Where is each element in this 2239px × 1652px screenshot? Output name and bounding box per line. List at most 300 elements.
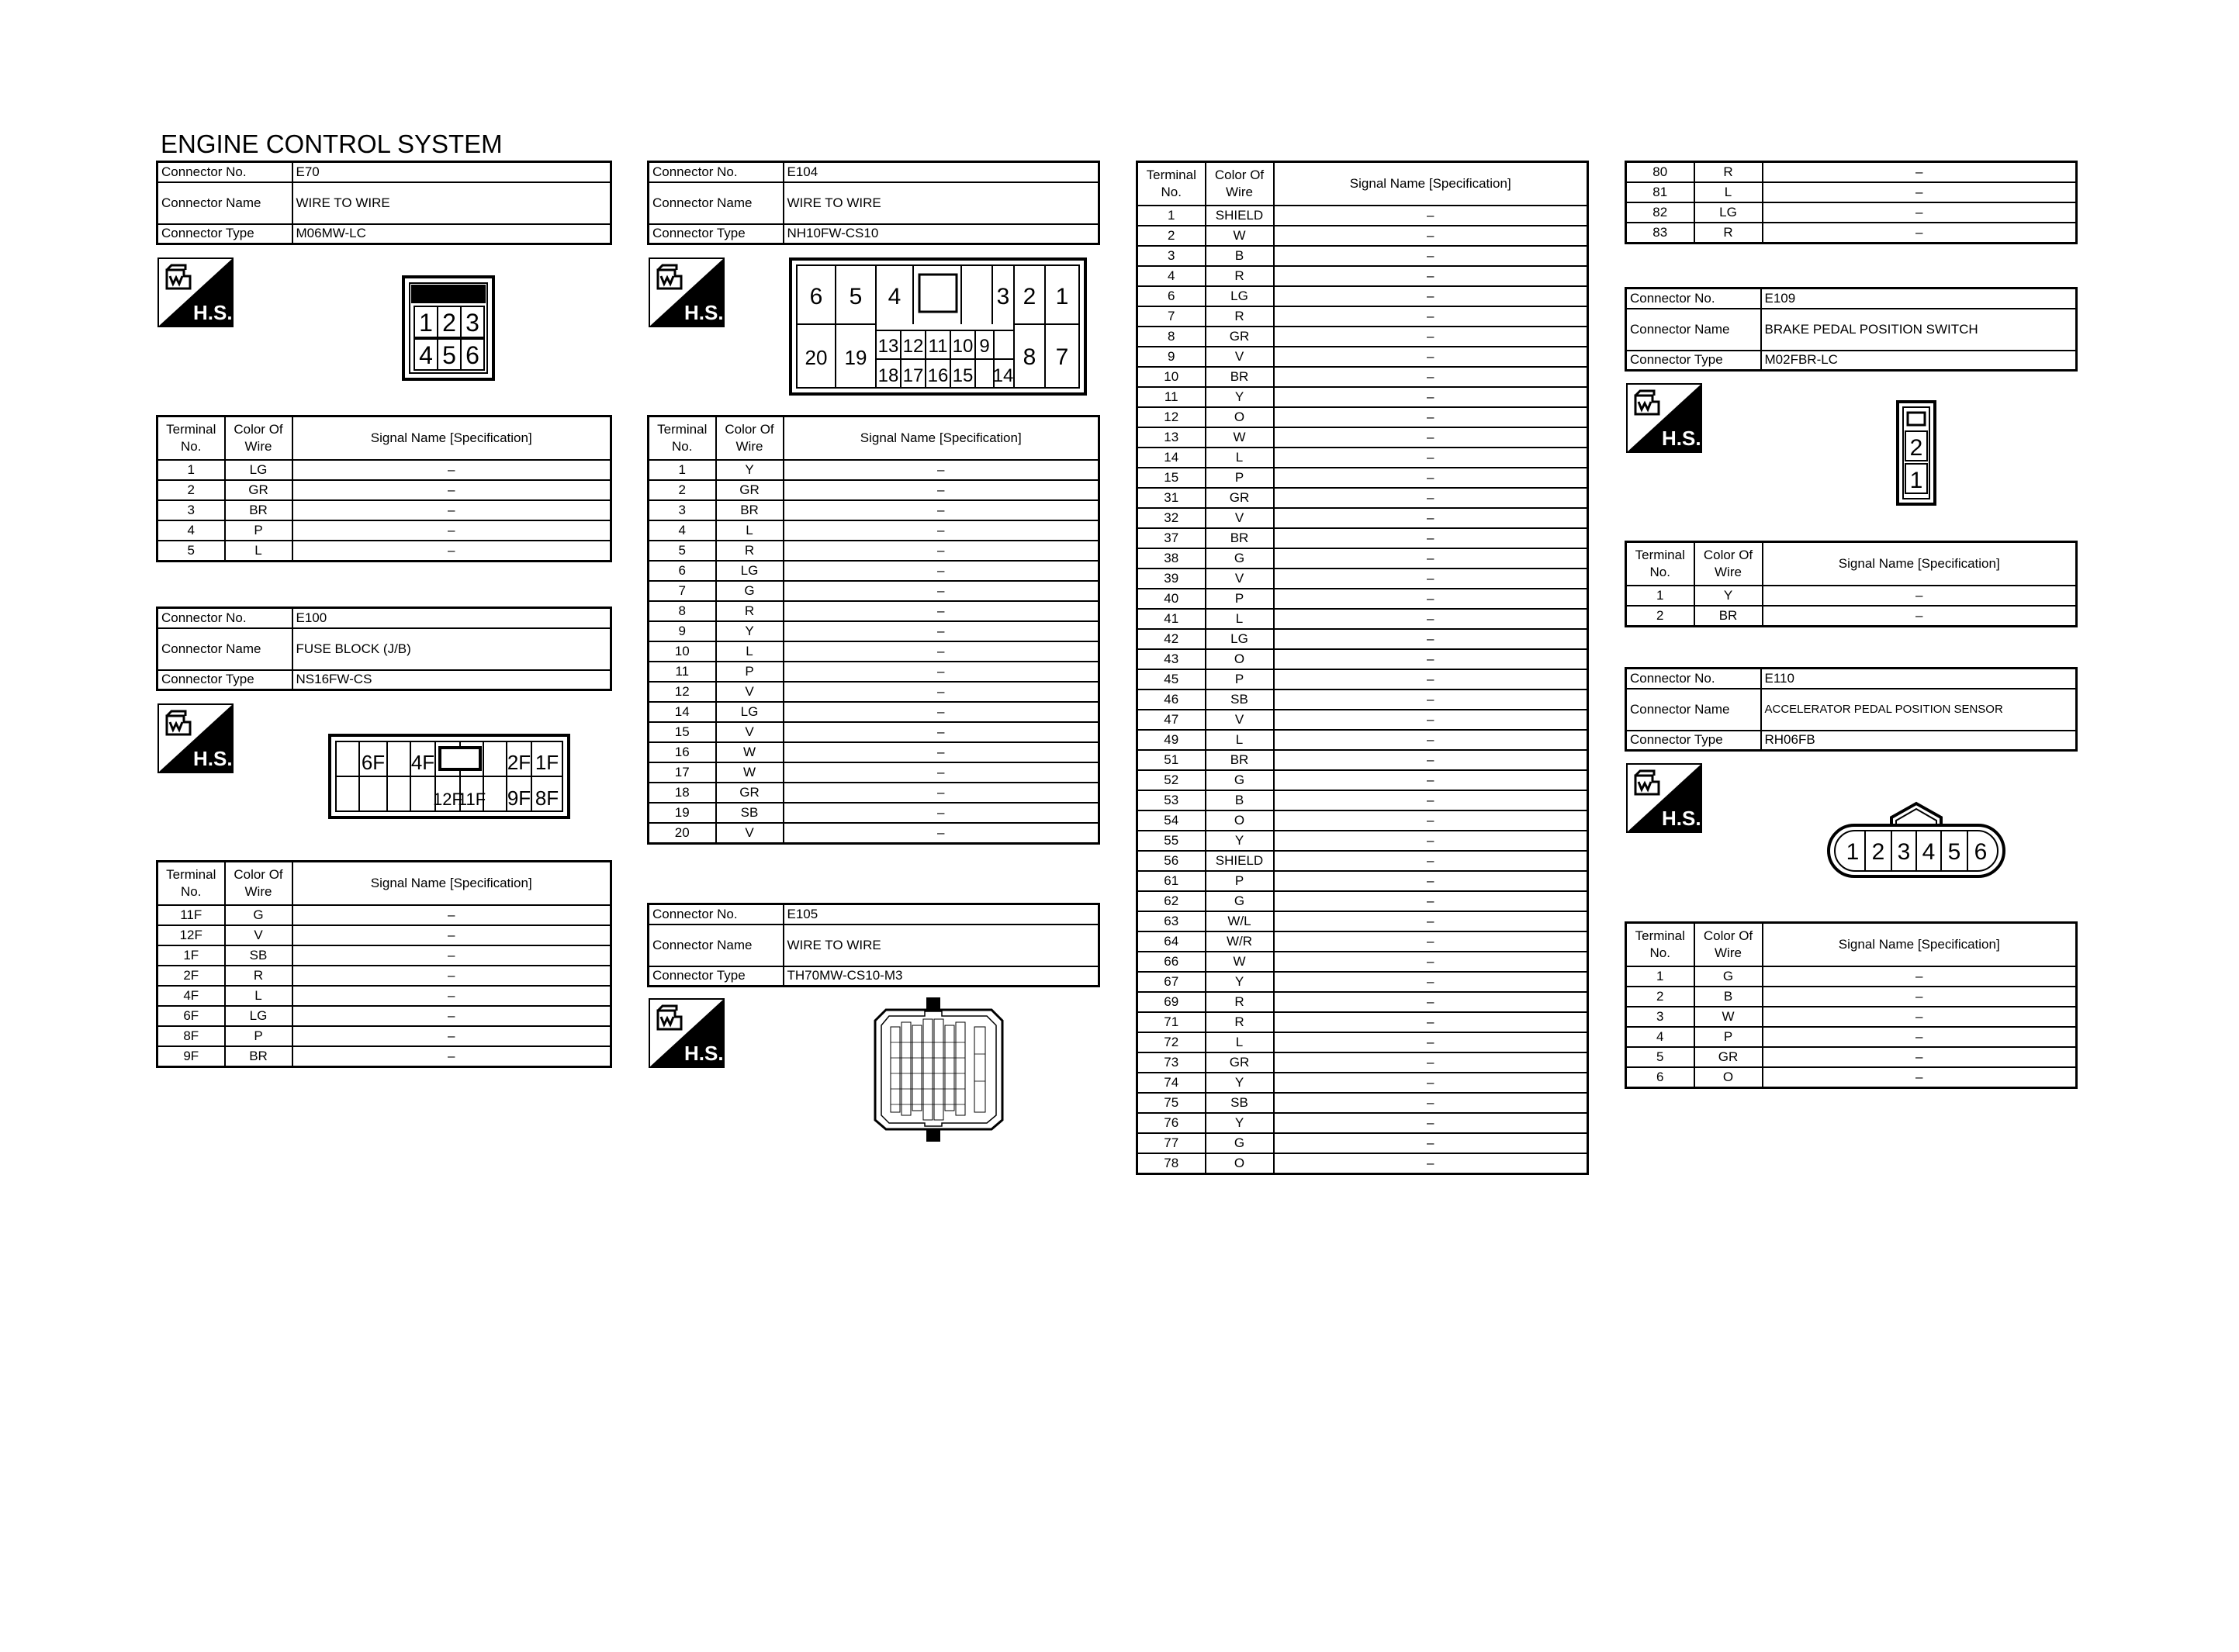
wire-color-cell: O — [1206, 649, 1274, 669]
wire-color-cell: LG — [716, 702, 784, 722]
signal-name-cell: – — [292, 520, 611, 541]
hs-badge-icon — [649, 998, 725, 1068]
connector-no-value: E105 — [784, 904, 1099, 924]
connector-name-value: WIRE TO WIRE — [784, 182, 1099, 224]
terminal-row — [157, 520, 611, 541]
terminal-row — [1137, 911, 1588, 931]
terminal-no-cell: 6 — [1626, 1067, 1694, 1088]
e100-connector-face-diagram — [328, 734, 570, 819]
signal-name-cell: – — [292, 480, 611, 500]
wire-color-cell: R — [1694, 162, 1763, 183]
signal-name-cell: – — [784, 561, 1099, 581]
connector-name-label: Connector Name — [649, 924, 784, 966]
terminal-row — [1137, 246, 1588, 266]
terminal-no-cell: 63 — [1137, 911, 1206, 931]
terminal-no-cell: 66 — [1137, 952, 1206, 972]
signal-name-cell: – — [1763, 182, 2077, 202]
terminal-no-cell: 32 — [1137, 508, 1206, 528]
wire-color-cell: Y — [1206, 387, 1274, 407]
terminal-no-cell: 6 — [649, 561, 716, 581]
signal-name-header: Signal Name [Specification] — [292, 416, 611, 461]
signal-name-cell: – — [1274, 770, 1588, 790]
terminal-no-cell: 1 — [157, 460, 225, 480]
terminal-row — [649, 662, 1099, 682]
wire-color-cell: L — [225, 986, 292, 1006]
signal-name-cell: – — [784, 480, 1099, 500]
signal-name-header: Signal Name [Specification] — [1763, 542, 2077, 586]
pin-label: 6 — [465, 341, 479, 369]
terminal-row — [1137, 589, 1588, 609]
terminal-row — [649, 581, 1099, 601]
signal-name-cell: – — [1274, 569, 1588, 589]
terminal-no-cell: 2 — [1137, 226, 1206, 246]
pin-label: 11 — [928, 336, 948, 357]
terminal-no-cell: 12F — [157, 925, 225, 945]
signal-name-header: Signal Name [Specification] — [1763, 923, 2077, 967]
connector-type-label: Connector Type — [1626, 351, 1761, 371]
terminal-no-cell: 41 — [1137, 609, 1206, 629]
wire-color-cell: W — [1694, 1007, 1763, 1027]
signal-name-cell: – — [784, 460, 1099, 480]
signal-name-cell: – — [784, 581, 1099, 601]
terminal-row — [1137, 972, 1588, 992]
signal-name-cell: – — [292, 986, 611, 1006]
signal-name-cell: – — [784, 662, 1099, 682]
wire-color-cell: V — [1206, 508, 1274, 528]
connector-no-label: Connector No. — [649, 904, 784, 924]
e110-terminal-table — [1625, 921, 2078, 1089]
terminal-row — [1137, 810, 1588, 831]
signal-name-cell: – — [1274, 508, 1588, 528]
terminal-no-cell: 5 — [157, 541, 225, 562]
terminal-no-cell: 17 — [649, 762, 716, 783]
terminal-no-cell: 15 — [1137, 468, 1206, 488]
pin-label: 6F — [361, 751, 386, 774]
terminal-no-header: Terminal No. — [1626, 923, 1694, 967]
signal-name-cell: – — [1274, 488, 1588, 508]
signal-name-cell: – — [1763, 987, 2077, 1007]
wire-color-cell: GR — [1694, 1047, 1763, 1067]
terminal-no-cell: 14 — [649, 702, 716, 722]
pin-label: 1 — [1055, 284, 1069, 309]
terminal-no-cell: 12 — [649, 682, 716, 702]
signal-name-cell: – — [784, 742, 1099, 762]
terminal-row — [1137, 871, 1588, 891]
signal-name-cell: – — [1274, 1012, 1588, 1032]
wire-color-cell: R — [716, 541, 784, 561]
hs-label: H.S. — [1662, 807, 1701, 830]
wire-color-cell: G — [1206, 548, 1274, 569]
signal-name-cell: – — [784, 682, 1099, 702]
terminal-no-cell: 37 — [1137, 528, 1206, 548]
wire-color-cell: B — [1206, 790, 1274, 810]
hs-badge-icon — [157, 703, 234, 773]
pin-label: 4F — [410, 751, 435, 774]
e70-connector-face-diagram — [402, 275, 495, 381]
wire-color-cell: G — [1206, 891, 1274, 911]
terminal-row — [1137, 952, 1588, 972]
signal-name-cell: – — [1274, 548, 1588, 569]
terminal-row — [1137, 327, 1588, 347]
wire-color-cell: GR — [1206, 327, 1274, 347]
wire-color-cell: W — [1206, 226, 1274, 246]
signal-name-cell: – — [784, 783, 1099, 803]
signal-name-cell: – — [784, 722, 1099, 742]
wire-color-cell: P — [1206, 871, 1274, 891]
pin-label: 4 — [1922, 839, 1936, 865]
terminal-no-cell: 5 — [649, 541, 716, 561]
color-of-wire-header: Color Of Wire — [225, 862, 292, 906]
signal-name-cell: – — [292, 500, 611, 520]
terminal-no-cell: 10 — [1137, 367, 1206, 387]
terminal-row — [1137, 891, 1588, 911]
signal-name-cell: – — [784, 823, 1099, 844]
signal-name-cell: – — [1274, 306, 1588, 327]
signal-name-cell: – — [1274, 931, 1588, 952]
wire-color-cell: Y — [1206, 1113, 1274, 1133]
wire-color-cell: W — [1206, 952, 1274, 972]
connector-no-label: Connector No. — [1626, 289, 1761, 309]
signal-name-cell: – — [292, 1026, 611, 1046]
hs-badge-icon — [157, 257, 234, 327]
terminal-row — [1137, 790, 1588, 810]
terminal-no-cell: 6 — [1137, 286, 1206, 306]
terminal-no-header: Terminal No. — [157, 416, 225, 461]
signal-name-cell: – — [784, 641, 1099, 662]
signal-name-cell: – — [1274, 468, 1588, 488]
terminal-row — [1137, 226, 1588, 246]
signal-name-cell: – — [292, 1046, 611, 1067]
signal-name-cell: – — [1274, 730, 1588, 750]
terminal-row — [1137, 488, 1588, 508]
signal-name-cell: – — [1274, 629, 1588, 649]
wire-color-cell: R — [1694, 223, 1763, 244]
wire-color-cell: P — [225, 1026, 292, 1046]
connector-no-label: Connector No. — [649, 162, 784, 182]
e105-connector-face-diagram — [870, 996, 1007, 1143]
terminal-row — [1137, 569, 1588, 589]
wire-color-cell: BR — [225, 500, 292, 520]
terminal-no-cell: 1F — [157, 945, 225, 966]
terminal-no-cell: 9 — [649, 621, 716, 641]
terminal-no-cell: 78 — [1137, 1153, 1206, 1174]
terminal-no-cell: 45 — [1137, 669, 1206, 689]
terminal-row — [649, 480, 1099, 500]
terminal-row — [1626, 966, 2077, 987]
connector-type-label: Connector Type — [157, 670, 292, 690]
signal-name-cell: – — [1763, 966, 2077, 987]
terminal-row — [157, 1046, 611, 1067]
terminal-row — [649, 762, 1099, 783]
pin-label: 15 — [952, 365, 974, 386]
terminal-row — [649, 803, 1099, 823]
wire-color-cell: Y — [716, 621, 784, 641]
wire-color-cell: SB — [225, 945, 292, 966]
signal-name-cell: – — [1274, 992, 1588, 1012]
signal-name-cell: – — [1763, 162, 2077, 183]
connector-type-value: TH70MW-CS10-M3 — [784, 966, 1099, 987]
wire-color-cell: P — [1206, 589, 1274, 609]
signal-name-cell: – — [1274, 831, 1588, 851]
wire-color-cell: W — [716, 762, 784, 783]
terminal-row — [1137, 609, 1588, 629]
terminal-no-cell: 2 — [157, 480, 225, 500]
connector-name-label: Connector Name — [1626, 689, 1761, 731]
terminal-row — [649, 682, 1099, 702]
wire-color-cell: V — [716, 682, 784, 702]
wire-color-cell: L — [1206, 448, 1274, 468]
terminal-row — [1137, 387, 1588, 407]
terminal-row — [1137, 1012, 1588, 1032]
terminal-row — [1137, 851, 1588, 871]
e104-connector-info — [647, 161, 1100, 245]
connector-type-value: M02FBR-LC — [1761, 351, 2077, 371]
terminal-no-cell: 7 — [1137, 306, 1206, 327]
pin-label: 4 — [888, 284, 901, 309]
terminal-no-cell: 76 — [1137, 1113, 1206, 1133]
terminal-row — [1137, 750, 1588, 770]
connector-no-label: Connector No. — [157, 162, 292, 182]
connector-no-label: Connector No. — [1626, 669, 1761, 689]
signal-name-cell: – — [292, 966, 611, 986]
terminal-row — [649, 500, 1099, 520]
wire-color-cell: SB — [1206, 1093, 1274, 1113]
connector-name-value: WIRE TO WIRE — [292, 182, 611, 224]
terminal-no-cell: 82 — [1626, 202, 1694, 223]
terminal-no-cell: 43 — [1137, 649, 1206, 669]
pin-label: 6 — [809, 284, 823, 309]
terminal-no-cell: 20 — [649, 823, 716, 844]
terminal-no-cell: 3 — [1626, 1007, 1694, 1027]
terminal-no-cell: 55 — [1137, 831, 1206, 851]
terminal-row — [157, 966, 611, 986]
terminal-no-cell: 7 — [649, 581, 716, 601]
signal-name-cell: – — [1274, 226, 1588, 246]
terminal-row — [649, 722, 1099, 742]
terminal-row — [1137, 448, 1588, 468]
signal-name-cell: – — [1274, 911, 1588, 931]
terminal-no-cell: 3 — [1137, 246, 1206, 266]
signal-name-cell: – — [784, 541, 1099, 561]
terminal-no-cell: 62 — [1137, 891, 1206, 911]
signal-name-cell: – — [784, 762, 1099, 783]
terminal-no-cell: 56 — [1137, 851, 1206, 871]
signal-name-cell: – — [292, 541, 611, 562]
signal-name-cell: – — [1274, 689, 1588, 710]
terminal-row — [157, 500, 611, 520]
signal-name-cell: – — [1274, 327, 1588, 347]
pin-label: 8F — [535, 786, 559, 810]
hs-label: H.S. — [684, 301, 724, 324]
pin-label: 4 — [419, 341, 433, 369]
signal-name-cell: – — [1274, 1153, 1588, 1174]
wire-color-cell: P — [716, 662, 784, 682]
terminal-row — [157, 945, 611, 966]
terminal-no-cell: 52 — [1137, 770, 1206, 790]
connector-name-value: BRAKE PEDAL POSITION SWITCH — [1761, 309, 2077, 351]
wire-color-cell: V — [716, 823, 784, 844]
pin-label: 3 — [465, 309, 479, 337]
signal-name-cell: – — [1274, 1093, 1588, 1113]
signal-name-cell: – — [784, 702, 1099, 722]
signal-name-cell: – — [784, 500, 1099, 520]
wire-color-cell: GR — [716, 480, 784, 500]
terminal-row — [1137, 689, 1588, 710]
terminal-row — [157, 1006, 611, 1026]
terminal-row — [649, 742, 1099, 762]
hs-badge-icon — [1626, 763, 1702, 833]
pin-label: 1 — [419, 309, 433, 337]
pin-label: 18 — [877, 365, 899, 386]
pin-label: 2 — [1871, 839, 1885, 865]
signal-name-cell: – — [784, 803, 1099, 823]
terminal-row — [1626, 1007, 2077, 1027]
wire-color-cell: V — [225, 925, 292, 945]
connector-type-value: NH10FW-CS10 — [784, 224, 1099, 244]
pin-label: 12 — [902, 336, 924, 357]
wire-color-cell: R — [1206, 306, 1274, 327]
connector-type-value: M06MW-LC — [292, 224, 611, 244]
signal-name-cell: – — [1274, 266, 1588, 286]
terminal-no-cell: 2 — [1626, 987, 1694, 1007]
terminal-row — [157, 905, 611, 925]
connector-name-label: Connector Name — [157, 182, 292, 224]
pin-label: 16 — [927, 365, 949, 386]
terminal-no-cell: 80 — [1626, 162, 1694, 183]
wire-color-cell: W — [716, 742, 784, 762]
wire-color-cell: O — [1206, 810, 1274, 831]
wire-color-cell: G — [1206, 1133, 1274, 1153]
wire-color-cell: LG — [225, 460, 292, 480]
terminal-no-cell: 13 — [1137, 427, 1206, 448]
terminal-row — [1137, 730, 1588, 750]
e104-terminal-table — [647, 415, 1100, 845]
wire-color-cell: L — [225, 541, 292, 562]
signal-name-cell: – — [1763, 606, 2077, 627]
wire-color-cell: R — [716, 601, 784, 621]
pin-label: 2 — [442, 309, 456, 337]
hs-label: H.S. — [1662, 427, 1701, 450]
wire-color-cell: LG — [1694, 202, 1763, 223]
terminal-row — [649, 621, 1099, 641]
signal-name-cell: – — [1763, 1047, 2077, 1067]
terminal-row — [1137, 831, 1588, 851]
terminal-row — [1137, 407, 1588, 427]
terminal-row — [1137, 286, 1588, 306]
wire-color-cell: LG — [225, 1006, 292, 1026]
terminal-no-cell: 2 — [1626, 606, 1694, 627]
signal-name-cell: – — [1274, 448, 1588, 468]
terminal-no-cell: 11F — [157, 905, 225, 925]
signal-name-cell: – — [1274, 286, 1588, 306]
terminal-row — [1137, 306, 1588, 327]
e100-terminal-table — [156, 860, 612, 1068]
connector-name-label: Connector Name — [649, 182, 784, 224]
wire-color-cell: BR — [1206, 750, 1274, 770]
pin-label: 9 — [979, 336, 990, 357]
signal-name-cell: – — [1274, 246, 1588, 266]
terminal-row — [649, 783, 1099, 803]
wire-color-cell: Y — [1694, 586, 1763, 606]
terminal-no-cell: 1 — [1626, 586, 1694, 606]
signal-name-cell: – — [1763, 586, 2077, 606]
terminal-row — [1137, 710, 1588, 730]
pin-label: 1F — [535, 751, 559, 774]
signal-name-cell: – — [1274, 347, 1588, 367]
pin-label: 17 — [902, 365, 924, 386]
terminal-row — [1137, 266, 1588, 286]
wire-color-cell: BR — [1206, 367, 1274, 387]
pin-label: 6 — [1974, 839, 1988, 865]
wire-color-cell: P — [1206, 468, 1274, 488]
terminal-row — [1626, 1067, 2077, 1088]
terminal-row — [1626, 182, 2077, 202]
terminal-row — [1137, 1133, 1588, 1153]
terminal-row — [1137, 1032, 1588, 1052]
terminal-row — [1137, 427, 1588, 448]
terminal-row — [1137, 367, 1588, 387]
terminal-row — [1137, 770, 1588, 790]
terminal-row — [649, 702, 1099, 722]
connector-name-label: Connector Name — [157, 628, 292, 670]
wire-color-cell: BR — [225, 1046, 292, 1067]
wire-color-cell: LG — [716, 561, 784, 581]
connector-name-label: Connector Name — [1626, 309, 1761, 351]
connector-type-value: RH06FB — [1761, 731, 2077, 751]
wire-color-cell: SHIELD — [1206, 851, 1274, 871]
terminal-no-header: Terminal No. — [649, 416, 716, 461]
terminal-no-cell: 2 — [649, 480, 716, 500]
color-of-wire-header: Color Of Wire — [225, 416, 292, 461]
terminal-row — [157, 1026, 611, 1046]
terminal-no-cell: 2F — [157, 966, 225, 986]
e109-terminal-table — [1625, 541, 2078, 627]
pin-label: 2 — [1023, 284, 1036, 309]
terminal-no-cell: 15 — [649, 722, 716, 742]
wire-color-cell: W — [1206, 427, 1274, 448]
signal-name-cell: – — [1763, 1007, 2077, 1027]
terminal-no-cell: 74 — [1137, 1073, 1206, 1093]
e109-connector-face-diagram — [1896, 400, 1936, 506]
hs-label: H.S. — [193, 747, 233, 770]
terminal-no-cell: 46 — [1137, 689, 1206, 710]
connector-type-label: Connector Type — [649, 966, 784, 987]
terminal-row — [1137, 669, 1588, 689]
terminal-row — [1626, 987, 2077, 1007]
signal-name-cell: – — [1274, 609, 1588, 629]
terminal-no-cell: 4 — [1626, 1027, 1694, 1047]
signal-name-cell: – — [1274, 952, 1588, 972]
signal-name-header: Signal Name [Specification] — [1274, 162, 1588, 206]
wire-color-cell: GR — [1206, 488, 1274, 508]
signal-name-cell: – — [1274, 891, 1588, 911]
wire-color-cell: LG — [1206, 629, 1274, 649]
wire-color-cell: V — [1206, 710, 1274, 730]
terminal-no-cell: 49 — [1137, 730, 1206, 750]
pin-label: 20 — [805, 346, 828, 369]
terminal-no-cell: 47 — [1137, 710, 1206, 730]
color-of-wire-header: Color Of Wire — [1206, 162, 1274, 206]
signal-name-cell: – — [1274, 972, 1588, 992]
signal-name-cell: – — [1274, 1113, 1588, 1133]
terminal-row — [649, 460, 1099, 480]
signal-name-header: Signal Name [Specification] — [784, 416, 1099, 461]
terminal-row — [1137, 992, 1588, 1012]
wire-color-cell: BR — [1206, 528, 1274, 548]
pin-label: 5 — [1947, 839, 1961, 865]
signal-name-cell: – — [1763, 223, 2077, 244]
terminal-no-header: Terminal No. — [1626, 542, 1694, 586]
